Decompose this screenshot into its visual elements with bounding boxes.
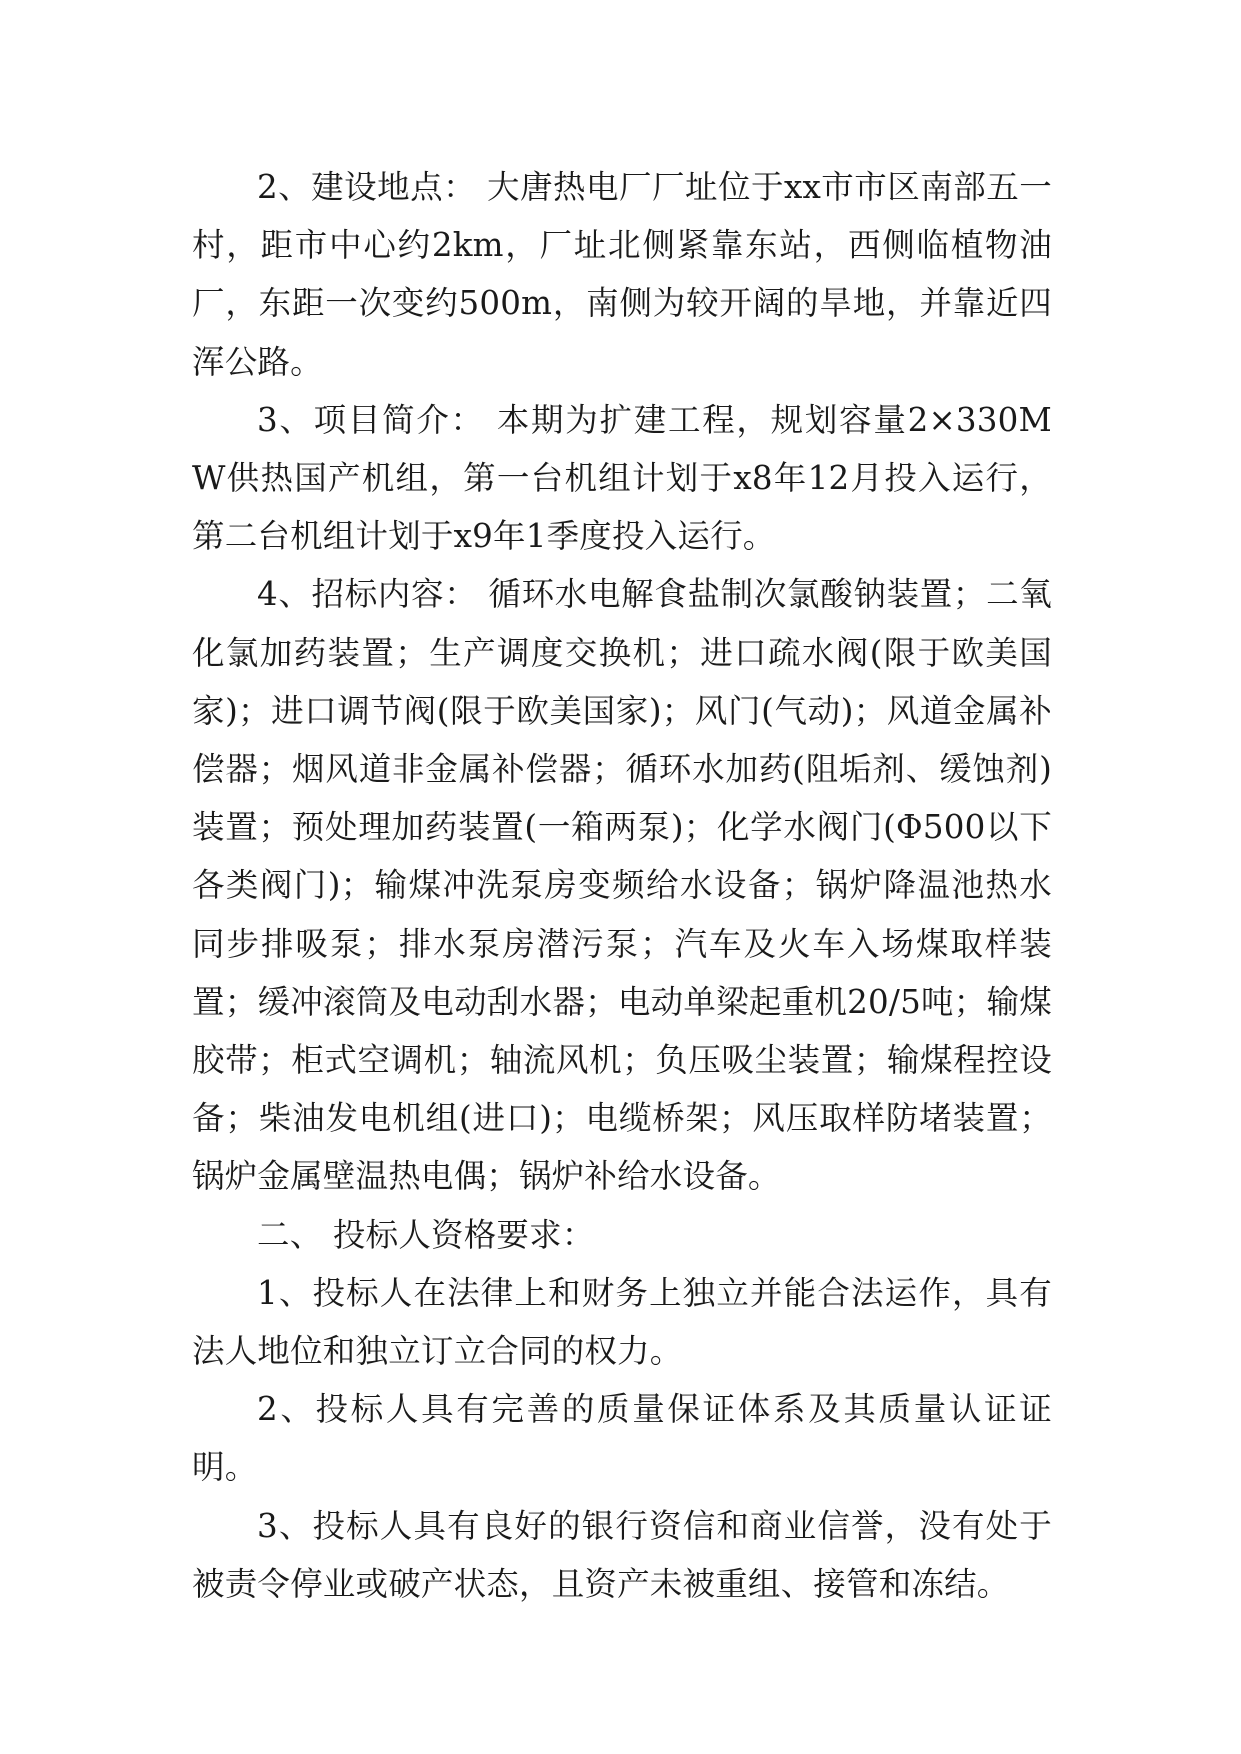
document-body bbox=[192, 158, 1052, 1613]
paragraph-project-overview: 3、项目简介： 本期为扩建工程，规划容量2×330MW供热国产机组，第一台机组计划于x8年12月投入运行，第二台机组计划于x9年1季度投入运行。 bbox=[192, 400, 1052, 556]
section-heading-bidder-qualifications: 二、 投标人资格要求： bbox=[257, 1215, 595, 1254]
paragraph-tender-content: 4、招标内容： 循环水电解食盐制次氯酸钠装置；二氧化氯加药装置；生产调度交换机；进口疏水阀(限于欧美国家)；进口调节阀(限于欧美国家)；风门(气动)；风道金属补偿器；烟风道非金属补偿器；循环水加药(阻垢剂、缓蚀剂)装置；预处理加药装置(一箱两泵)；化学水阀门(Φ500以下各类阀门)；输煤冲洗泵房变频给水设备；锅炉降温池热水同步排吸泵；排水泵房潜污泵；汽车及火车入场煤取样装置；缓冲滚筒及电动刮水器；电动单梁起重机20/5吨；输煤胶带；柜式空调机；轴流风机；负压吸尘装置；输煤程控设备；柴油发电机组(进口)；电缆桥架；风压取样防堵装置；锅炉金属壁温热电偶；锅炉补给水设备。 bbox=[192, 575, 1053, 1196]
paragraph-qualification-quality-system: 2、投标人具有完善的质量保证体系及其质量认证证明。 bbox=[192, 1390, 1052, 1487]
paragraph-construction-site: 2、建设地点： 大唐热电厂厂址位于xx市市区南部五一村，距市中心约2km，厂址北侧紧靠东站，西侧临植物油厂，东距一次变约500m，南侧为较开阔的旱地，并靠近四浑公路。 bbox=[192, 168, 1052, 381]
paragraph-qualification-legal-status: 1、投标人在法律上和财务上独立并能合法运作，具有法人地位和独立订立合同的权力。 bbox=[192, 1273, 1052, 1371]
paragraph-qualification-credit: 3、投标人具有良好的银行资信和商业信誉，没有处于被责令停业或破产状态，且资产未被重组、接管和冻结。 bbox=[192, 1506, 1052, 1603]
